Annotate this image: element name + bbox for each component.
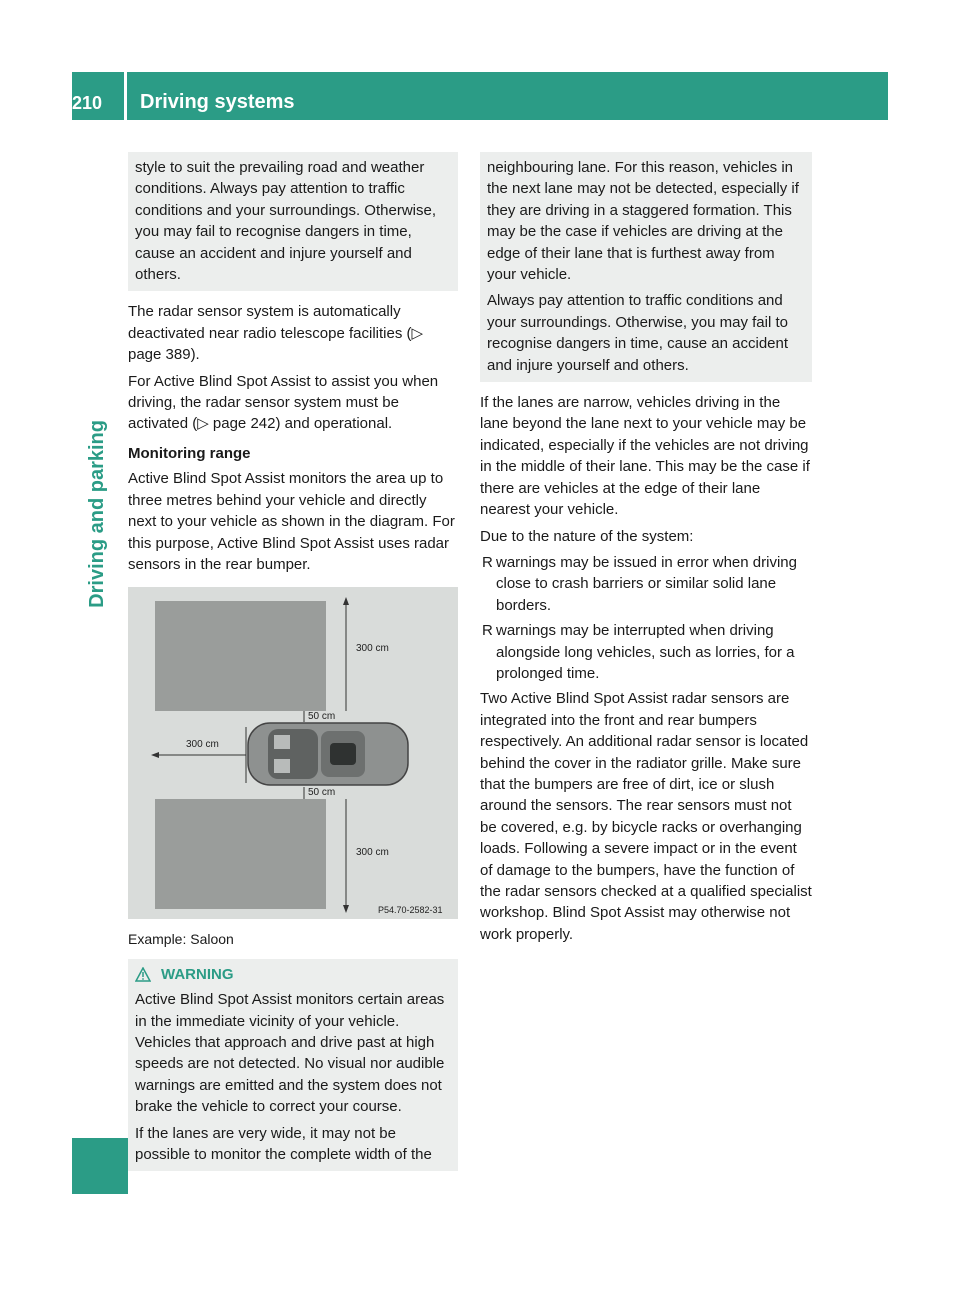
paragraph: The radar sensor system is automatically deactivated near radio telescope facilities (▷ page 389).	[128, 303, 424, 364]
warning-continuation-text: Always pay attention to traffic conditions and your surroundings. Otherwise, you may fail to recognise dangers in time, cause an accident and injure yourself and others.	[487, 292, 789, 374]
figure-code: P54.70-2582-31	[378, 905, 443, 916]
list-item: R warnings may be issued in error when driving close to crash barriers or similar solid lane borders.	[482, 553, 797, 614]
figure-caption: Example: Saloon	[128, 931, 234, 948]
warning-continuation-text: style to suit the prevailing road and weather conditions. Always pay attention to traffic conditions and your surroundings. Otherwise, you may fail to recognise dangers in time, cause an accident and injure yourself and others.	[135, 159, 436, 284]
paragraph: Due to the nature of the system:	[480, 527, 694, 545]
right-column	[480, 152, 812, 950]
warning-title: WARNING	[161, 965, 234, 983]
warning-box	[128, 959, 458, 1172]
bullet-symbol: R	[482, 553, 493, 571]
left-column	[128, 152, 458, 1171]
paragraph: For Active Blind Spot Assist to assist you when driving, the radar sensor system must be activated (▷ page 242) and operational.	[128, 372, 439, 433]
header-divider	[124, 72, 127, 120]
warning-continuation-text: neighbouring lane. For this reason, vehicles in the next lane may not be detected, especially if they are driving in a staggered formation. This may be the case if vehicles are driving at the edge of their lane that is furthest away from your vehicle.	[487, 159, 799, 284]
monitoring-range-diagram	[128, 587, 458, 919]
side-tab-marker	[72, 1138, 128, 1194]
monitoring-range-heading: Monitoring range	[128, 444, 251, 462]
side-tab-label: Driving and parking	[86, 420, 108, 608]
label-50-bottom: 50 cm	[308, 787, 336, 799]
diagram-svg	[128, 587, 458, 919]
bullet-symbol: R	[482, 622, 493, 640]
paragraph: Two Active Blind Spot Assist radar sensors are integrated into the front and rear bumpers respectively. An additional radar sensor is located behind the cover in the radiator grille. Make sure that the bumpers are free of dirt, ice or slush around the sensors. The rear sensors must not be covered, e.g. by bicycle racks or overhanging loads. Following a severe impact or in the event of damage to the bumpers, have the function of the radar sensors checked at a qualified specialist workshop. Blind Spot Assist may otherwise not work properly.	[480, 690, 812, 943]
warning-text: If the lanes are very wide, it may not be possible to monitor the complete width of the	[135, 1124, 432, 1163]
warning-heading	[135, 964, 451, 985]
warning-continuation-box	[480, 152, 812, 382]
limitations-list	[480, 552, 812, 684]
label-300-bottom: 300 cm	[356, 847, 389, 859]
label-300-top: 300 cm	[356, 643, 389, 655]
page-number: 210	[72, 93, 103, 113]
paragraph: If the lanes are narrow, vehicles driving in the lane beyond the lane next to your vehicle may be indicated, especially if the vehicles are not driving in the middle of their lane. This may be the case if there are vehicles at the edge of their lane nearest your vehicle.	[480, 394, 810, 519]
car-top-view	[248, 723, 408, 785]
list-item: R warnings may be interrupted when driving alongside long vehicles, such as lorries, for a prolonged time.	[482, 622, 795, 682]
section-title: Driving systems	[140, 91, 295, 113]
label-300-side: 300 cm	[186, 739, 219, 751]
paragraph: Active Blind Spot Assist monitors the area up to three metres behind your vehicle and directly next to your vehicle as shown in the diagram. For this purpose, Active Blind Spot Assist uses radar sensors in the rear bumper.	[128, 470, 455, 573]
label-50-top: 50 cm	[308, 711, 336, 723]
warning-continuation-box	[128, 152, 458, 291]
zone-bottom	[155, 799, 326, 909]
warning-triangle-icon	[135, 967, 151, 982]
zone-top	[155, 601, 326, 711]
warning-text: Active Blind Spot Assist monitors certain areas in the immediate vicinity of your vehicle. Vehicles that approach and drive past at high speeds are not detected. No visual nor audible warnings are emitted and the system does not brake the vehicle to correct your course.	[135, 991, 445, 1116]
